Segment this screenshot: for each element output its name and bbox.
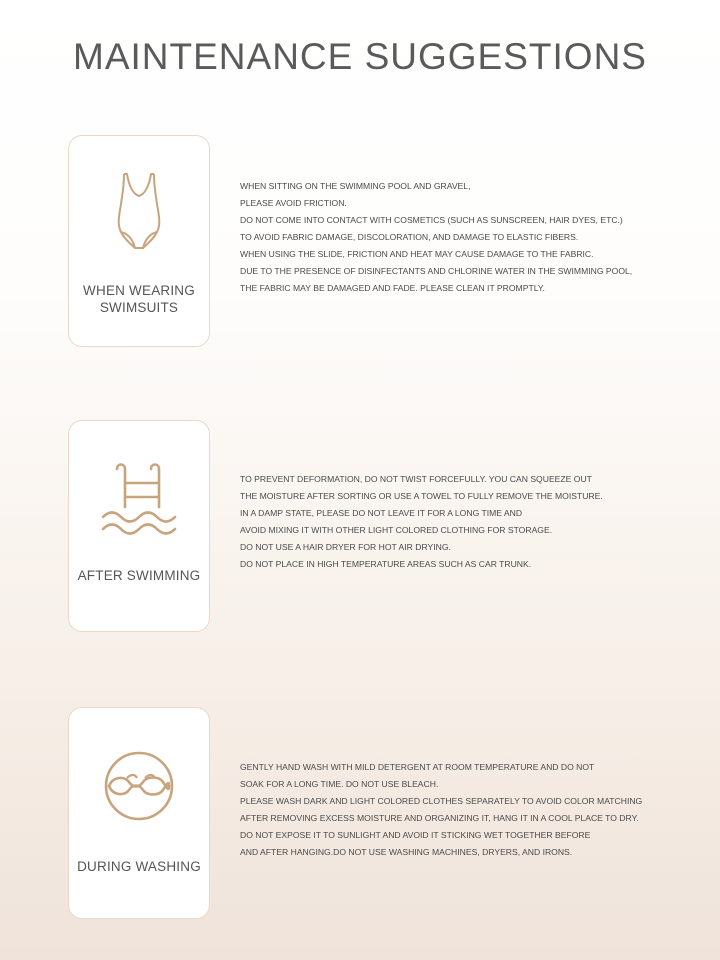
description-line: PLEASE AVOID FRICTION.	[240, 198, 347, 208]
description-line: THE FABRIC MAY BE DAMAGED AND FADE. PLEASE CLEAN IT PROMPTLY.	[240, 283, 545, 293]
description-line: THE MOISTURE AFTER SORTING OR USE A TOWEL TO FULLY REMOVE THE MOISTURE.	[240, 491, 603, 501]
description-list	[240, 471, 640, 573]
description-line: TO PREVENT DEFORMATION, DO NOT TWIST FORCEFULLY. YOU CAN SQUEEZE OUT	[240, 474, 592, 484]
card-after-swimming	[68, 420, 210, 632]
description-list	[240, 178, 640, 297]
description-line: SOAK FOR A LONG TIME. DO NOT USE BLEACH.	[240, 779, 439, 789]
hand-wash-icon	[69, 738, 209, 838]
card-when-wearing	[68, 135, 210, 347]
description-line: PLEASE WASH DARK AND LIGHT COLORED CLOTHES SEPARATELY TO AVOID COLOR MATCHING	[240, 796, 643, 806]
card-label: WHEN WEARING SWIMSUITS	[83, 283, 195, 315]
description-line: AVOID MIXING IT WITH OTHER LIGHT COLORED CLOTHING FOR STORAGE.	[240, 525, 553, 535]
card-during-washing	[68, 707, 210, 919]
description-line: GENTLY HAND WASH WITH MILD DETERGENT AT ROOM TEMPERATURE AND DO NOT	[240, 762, 595, 772]
description-line: DO NOT PLACE IN HIGH TEMPERATURE AREAS SUCH AS CAR TRUNK.	[240, 559, 532, 569]
description-line: DO NOT EXPOSE IT TO SUNLIGHT AND AVOID IT STICKING WET TOGETHER BEFORE	[240, 830, 591, 840]
description-line: TO AVOID FABRIC DAMAGE, DISCOLORATION, AND DAMAGE TO ELASTIC FIBERS.	[240, 232, 579, 242]
card-label: AFTER SWIMMING	[77, 568, 201, 583]
description-line: WHEN SITTING ON THE SWIMMING POOL AND GRAVEL,	[240, 181, 471, 191]
swimsuit-icon	[69, 166, 209, 266]
description-line: AND AFTER HANGING.DO NOT USE WASHING MACHINES, DRYERS, AND IRONS.	[240, 847, 573, 857]
description-line: WHEN USING THE SLIDE, FRICTION AND HEAT MAY CAUSE DAMAGE TO THE FABRIC.	[240, 249, 594, 259]
description-line: DO NOT USE A HAIR DRYER FOR HOT AIR DRYING.	[240, 542, 451, 552]
page-title: MAINTENANCE SUGGESTIONS	[73, 36, 647, 77]
description-line: IN A DAMP STATE, PLEASE DO NOT LEAVE IT FOR A LONG TIME AND	[240, 508, 523, 518]
description-line: DO NOT COME INTO CONTACT WITH COSMETICS (SUCH AS SUNSCREEN, HAIR DYES, ETC.)	[240, 215, 623, 225]
description-list	[240, 759, 643, 861]
pool-ladder-icon	[69, 459, 209, 559]
card-label: DURING WASHING	[77, 859, 201, 874]
description-line: AFTER REMOVING EXCESS MOISTURE AND ORGANIZING IT, HANG IT IN A COOL PLACE TO DRY.	[240, 813, 639, 823]
description-line: DUE TO THE PRESENCE OF DISINFECTANTS AND CHLORINE WATER IN THE SWIMMING POOL,	[240, 266, 633, 276]
